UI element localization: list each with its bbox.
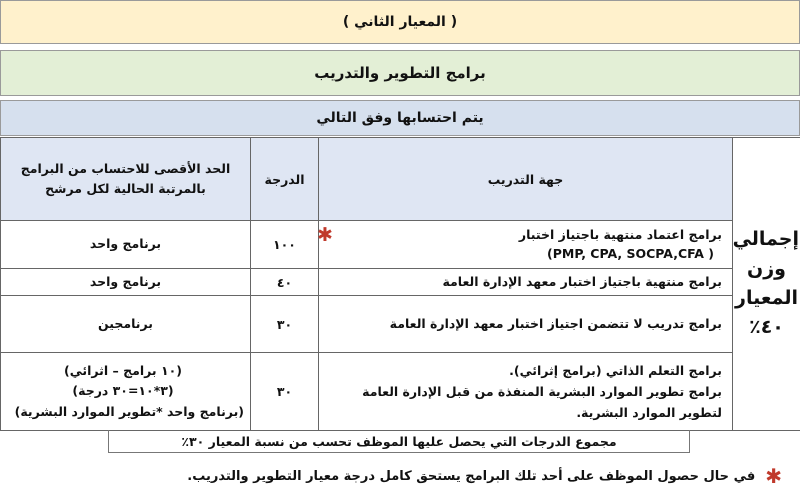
row-entity: برامج تدريب لا تتضمن اجتياز اختبار معهد الإدارة العامة	[319, 296, 733, 353]
header-grade: الدرجة	[251, 138, 319, 221]
calculation-note: يتم احتسابها وفق التالي	[0, 100, 800, 136]
weight-line-3: المعيار	[735, 287, 798, 309]
table-header-row	[1, 138, 800, 221]
table-row	[1, 269, 800, 296]
row-entity-line-2: ( PMP, CPA, SOCPA,CFA)	[547, 245, 714, 261]
row-max-line-3: (برنامج واحد *تطوير الموارد البشرية)	[14, 403, 244, 419]
criterion-weight-cell	[733, 138, 800, 431]
row-entity	[319, 221, 733, 269]
header-entity: جهة التدريب	[319, 138, 733, 221]
row-entity-line-1: برامج التعلم الذاتي (برامج إثرائي).	[509, 362, 722, 378]
row-max: برنامج واحد	[1, 269, 251, 296]
row-entity	[319, 353, 733, 431]
row-entity: برامج منتهية باجتياز اختبار معهد الإدارة العامة	[319, 269, 733, 296]
weight-line-4: ٤٠٪	[749, 316, 784, 339]
asterisk-icon: ✱	[765, 464, 782, 488]
row-grade: ١٠٠	[251, 221, 319, 269]
row-grade: ٣٠	[251, 353, 319, 431]
row-max: برنامج واحد	[1, 221, 251, 269]
weight-line-1: إجمالي	[732, 228, 799, 251]
footnote-text: في حال حصول الموظف على أحد تلك البرامج يستحق كامل درجة معيار التطوير والتدريب.	[187, 468, 756, 484]
row-max	[1, 353, 251, 431]
weight-line-2: وزن	[747, 257, 786, 280]
criteria-table	[0, 137, 800, 431]
row-entity-line-1: برامج اعتماد منتهية باجتياز اختبار	[518, 226, 722, 242]
table-row	[1, 353, 800, 431]
criterion-title: ( المعيار الثاني )	[0, 0, 800, 44]
row-max-line-2: (٣*١٠=٣٠ درجة)	[72, 383, 174, 399]
table-row	[1, 221, 800, 269]
header-max: الحد الأقصى للاحتساب من البرامج بالمرتبة الحالية لكل مرشح	[1, 138, 251, 221]
footnote	[22, 463, 782, 489]
row-max: برنامجين	[1, 296, 251, 353]
row-grade: ٤٠	[251, 269, 319, 296]
total-summary: مجموع الدرجات التي يحصل عليها الموظف تحسب من نسبة المعيار ٣٠٪	[108, 430, 690, 453]
table-row	[1, 296, 800, 353]
asterisk-icon: ✱	[317, 224, 333, 246]
program-title: برامج التطوير والتدريب	[0, 50, 800, 96]
row-entity-line-2: برامج تطوير الموارد البشرية المنفذة من قبل الإدارة العامة لتطوير الموارد البشرية.	[362, 383, 722, 421]
row-max-line-1: (١٠ برامج – اثرائي)	[64, 362, 182, 378]
row-grade: ٣٠	[251, 296, 319, 353]
